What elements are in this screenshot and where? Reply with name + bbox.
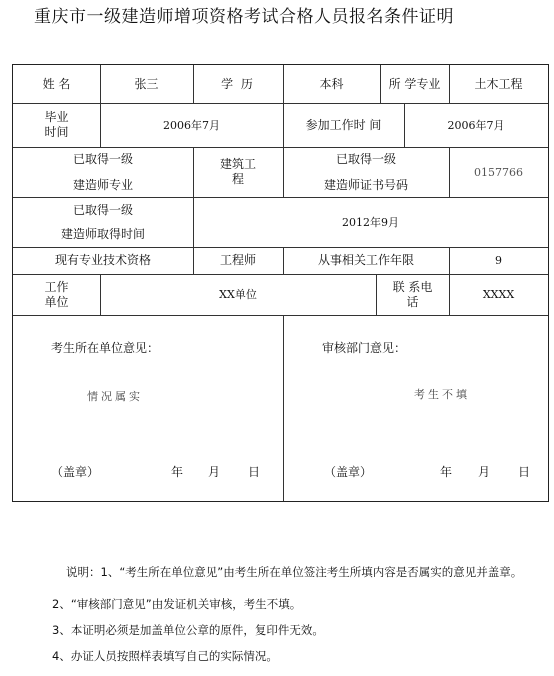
note-2: 2、“审核部门意见”由发证机关审核，考生不填。 <box>52 597 302 611</box>
review-opinion-heading: 审核部门意见： <box>322 341 407 355</box>
obtained-time-label-line1: 已取得一级 <box>72 203 133 217</box>
phone-value: XXXX <box>482 288 515 301</box>
education-label: 学 历 <box>221 76 255 91</box>
cert-number-label <box>283 147 449 197</box>
name-label: 姓 名 <box>42 76 71 91</box>
review-day-label: 日 <box>518 465 531 479</box>
education-value: 本科 <box>319 76 344 91</box>
graduation-label: 毕业 时间 <box>44 110 69 139</box>
certificate-form <box>12 64 549 502</box>
work-unit-label: 工作 单位 <box>44 279 69 309</box>
phone-label: 联 系电话 <box>392 279 433 309</box>
unit-seal-label: （盖章） <box>51 465 100 479</box>
obtained-time-value: 2012年9月 <box>342 215 399 229</box>
cert-number-value: 0157766 <box>474 165 523 179</box>
review-seal-label: （盖章） <box>324 465 373 479</box>
unit-opinion-handwritten: 情况属实 <box>87 390 143 403</box>
obtained-major-label-line1: 已取得一级 <box>72 152 133 166</box>
obtained-time-label <box>13 197 193 247</box>
qualification-value: 工程师 <box>219 253 256 267</box>
obtained-major-label-line2: 建造师专业 <box>72 178 133 192</box>
obtained-time-label-line2: 建造师取得时间 <box>60 227 145 241</box>
unit-day-label: 日 <box>248 465 261 479</box>
page-title: 重庆市一级建造师增项资格考试合格人员报名条件证明 <box>34 7 454 27</box>
work-unit-value: XX单位 <box>219 288 257 301</box>
review-month-label: 月 <box>478 465 491 479</box>
note-4: 4、办证人员按照样表填写自己的实际情况。 <box>52 649 278 663</box>
major-label: 所 学专业 <box>388 76 441 91</box>
work-start-label: 参加工作时 间 <box>305 117 382 132</box>
unit-year-label: 年 <box>171 465 184 479</box>
cert-number-label-line2: 建造师证书号码 <box>323 178 408 192</box>
work-years-value: 9 <box>495 254 502 267</box>
unit-month-label: 月 <box>208 465 221 479</box>
work-start-value: 2006年7月 <box>447 118 505 132</box>
qualification-label: 现有专业技术资格 <box>54 253 151 267</box>
review-opinion-handwritten: 考生不填 <box>414 388 470 401</box>
review-opinion-section <box>283 315 548 501</box>
note-1: 说明：1、“考生所在单位意见”由考生所在单位签注考生所填内容是否属实的意见并盖章。 <box>66 565 523 579</box>
name-value: 张三 <box>134 76 159 91</box>
graduation-value: 2006年7月 <box>163 118 220 132</box>
obtained-major-label <box>13 147 193 197</box>
note-3: 3、本证明必须是加盖单位公章的原件，复印件无效。 <box>52 623 324 637</box>
cert-number-label-line1: 已取得一级 <box>335 152 396 166</box>
unit-opinion-heading: 考生所在单位意见： <box>51 341 160 355</box>
work-years-label: 从事相关工作年限 <box>317 253 414 267</box>
obtained-major-value: 建筑工程 <box>219 157 256 186</box>
unit-opinion-section <box>13 315 283 501</box>
major-value: 土木工程 <box>474 76 523 91</box>
review-year-label: 年 <box>440 465 453 479</box>
